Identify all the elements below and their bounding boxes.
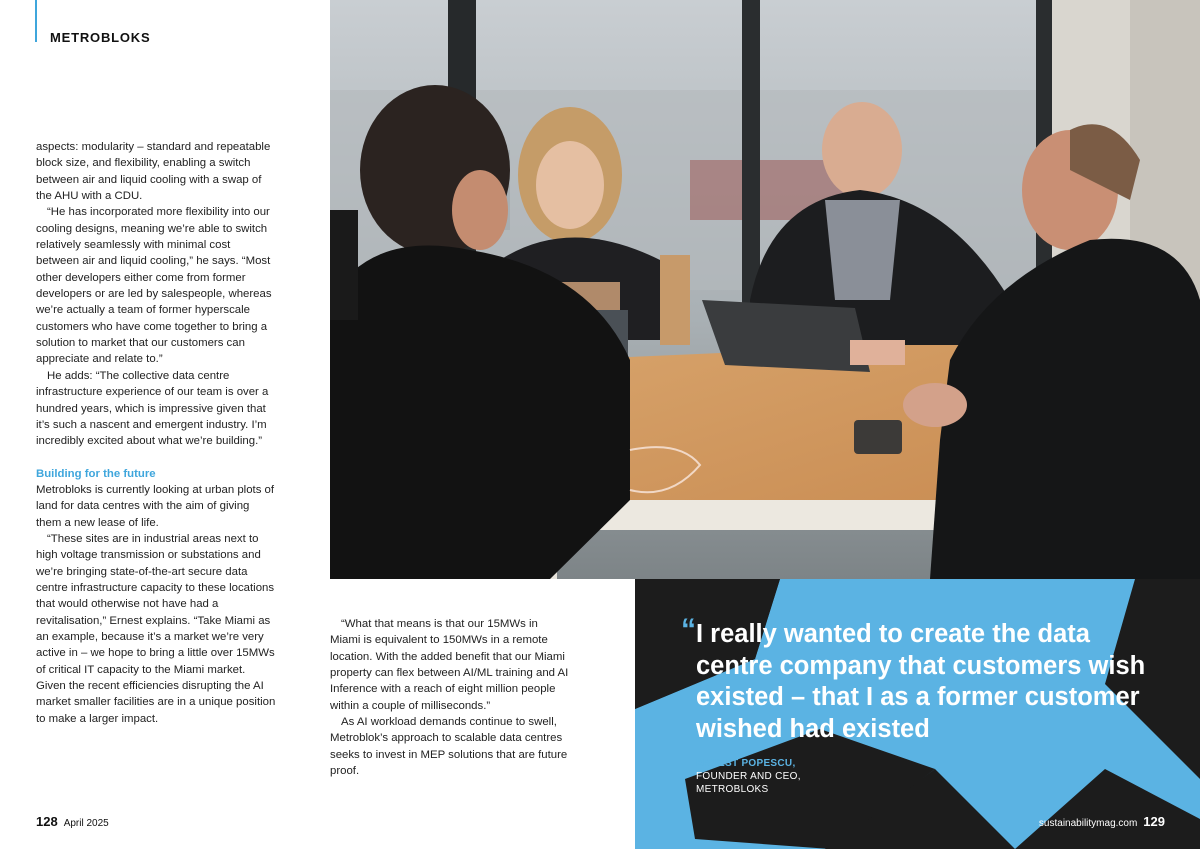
page-number: 128 — [36, 814, 58, 829]
paragraph: “What that means is that our 15MWs in Miami is equivalent to 150MWs in a remote location. With the added benefit that our Miami property can flex between AI/ML training and AI Inference with a reach of eight million people within a couple of milliseconds.” — [330, 618, 569, 712]
speaker-role: FOUNDER AND CEO, — [696, 771, 801, 782]
speaker-name: ERNEST POPESCU, — [696, 758, 796, 769]
paragraph: As AI workload demands continue to swell, Metroblok’s approach to scalable data centres seeks to invest in MEP solutions that are future proof. — [330, 716, 568, 778]
pull-quote-panel — [635, 579, 1200, 849]
article-column-middle — [330, 616, 570, 779]
article-column-left — [36, 139, 276, 727]
folio-left — [36, 814, 109, 829]
section-subheading: Building for the future — [36, 467, 156, 480]
paragraph: aspects: modularity – standard and repeatable block size, and flexibility, enabling a switch between air and liquid cooling with a swap of the AHU with a CDU. — [36, 141, 271, 203]
header-rule — [35, 0, 37, 42]
page-number: 129 — [1143, 814, 1165, 829]
publication-section-title: METROBLOKS — [50, 30, 151, 45]
website-link[interactable]: sustainabilitymag.com — [1038, 818, 1138, 829]
paragraph: Metrobloks is currently looking at urban plots of land for data centres with the aim of giving them a new lease of life. — [36, 483, 275, 529]
quote-attribution — [696, 757, 801, 796]
paragraph: He adds: “The collective data centre infrastructure experience of our team is over a hundred years, which is impressive given that it’s such a nascent and emergent industry. I’m incredibly excited about what we’re building.” — [36, 369, 269, 448]
pull-quote-text: I really wanted to create the data centre company that customers wish existed – that I as a former customer wished had existed — [696, 620, 1146, 743]
folio-right — [1039, 814, 1165, 829]
meeting-photo — [330, 0, 1200, 579]
quote-mark: “ — [681, 613, 696, 646]
issue-date: April 2025 — [63, 818, 109, 829]
paragraph: “He has incorporated more flexibility into our cooling designs, meaning we’re able to switch relatively seamlessly with minimal cost between air and liquid cooling,” he says. “Most other developers either come from former developers or are led by salespeople, whereas we’re actually a team of former hyperscale customers who have come together to bring a solution to market that our customers can appreciate and relate to.” — [36, 206, 272, 366]
speaker-company: METROBLOKS — [696, 784, 769, 795]
paragraph: “These sites are in industrial areas next to high voltage transmission or substations and we’re bringing state-of-the-art secure data centre infrastructure capacity to these locations that would otherwise not have had a revitalisation,” Ernest explains. “Take Miami as an example, because it’s a market we’re very active in – we hope to bring a little over 15MWs of critical IT capacity to the Miami market. Given the recent efficiencies disrupting the AI market smaller facilities are in a unique position to make a larger impact. — [36, 532, 276, 725]
